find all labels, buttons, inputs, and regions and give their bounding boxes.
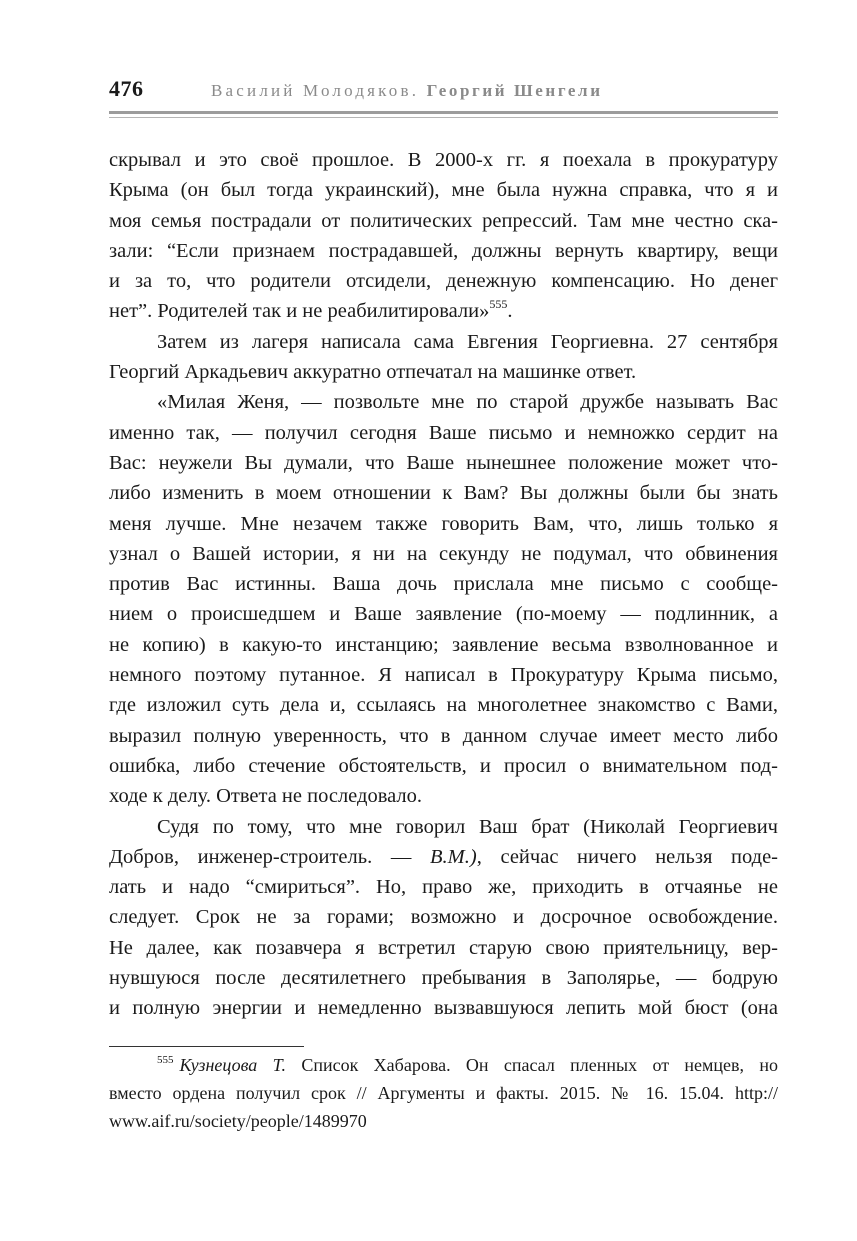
text-line xyxy=(109,842,778,872)
text-segment: Добров, инженер-строитель. — xyxy=(109,845,412,868)
text-line xyxy=(109,296,778,326)
text-line: где изложил суть дела и, ссылаясь на многолетнее знакомство с Вами, xyxy=(109,694,778,717)
text-line: именно так, — получил сегодня Ваше письмо и немножко сердит на xyxy=(109,421,778,444)
footnote-reference: 555 xyxy=(489,297,508,312)
text-line: меня лучше. Мне незачем также говорить Вам, что, лишь только я xyxy=(109,512,778,535)
text-segment: . xyxy=(507,300,513,323)
text-line: Затем из лагеря написала сама Евгения Георгиевна. 27 сентября xyxy=(157,330,778,353)
text-line: зали: “Если признаем пострадавшей, должны вернуть квартиру, вещи xyxy=(109,239,778,262)
text-line: ходе к делу. Ответа не последовало. xyxy=(109,785,422,808)
text-line: и за то, что родители отсидели, денежную компенсацию. Но денег xyxy=(109,270,778,293)
header-rule-thin xyxy=(109,117,778,118)
footnote-line: вместо ордена получил срок // Аргументы и факты. 2015. № 16. 15.04. http:// xyxy=(109,1083,778,1103)
text-line: Судя по тому, что мне говорил Ваш брат (Николай Георгиевич xyxy=(157,815,778,838)
text-line: и полную энергии и немедленно вызвавшуюся лепить мой бюст (она xyxy=(109,997,778,1020)
text-line: немного поэтому путанное. Я написал в Прокуратуру Крыма письмо, xyxy=(109,664,778,687)
text-line: скрывал и это своё прошлое. В 2000-х гг. я поехала в прокуратуру xyxy=(109,149,778,171)
text-line: ошибка, либо стечение обстоятельств, и просил о внимательном под- xyxy=(109,754,778,777)
text-line: Вас: неужели Вы думали, что Ваше нынешнее положение может что- xyxy=(109,451,778,474)
text-line: выразил полную уверенность, что в данном случае имеет место либо xyxy=(109,724,778,747)
text-line: лать и надо “смириться”. Но, право же, приходить в отчаянье не xyxy=(109,876,778,899)
header-rule xyxy=(109,111,778,114)
footnote-line xyxy=(109,1051,778,1079)
text-line: нием о происшедшем и Ваше заявление (по-моему — подлинник, а xyxy=(109,603,778,626)
text-segment: нет”. Родителей так и не реабилитировали» xyxy=(109,300,490,323)
text-line: моя семья пострадали от политических репрессий. Там мне честно ска- xyxy=(109,209,778,232)
footnote-mark: 555 xyxy=(157,1054,174,1066)
text-line: Не далее, как позавчера я встретил старую свою приятельницу, вер- xyxy=(109,936,778,959)
text-line: против Вас истинны. Ваша дочь прислала мне письмо с сообще- xyxy=(109,573,778,596)
text-line: нувшуюся после десятилетнего пребывания в Заполярье, — бодрую xyxy=(109,967,778,990)
text-segment: , сейчас ничего нельзя поде- xyxy=(476,845,779,868)
footnote-line: www.aif.ru/society/people/1489970 xyxy=(109,1111,367,1131)
text-line: узнал о Вашей истории, я ни на секунду не подумал, что обвинения xyxy=(109,542,778,565)
main-text xyxy=(109,145,778,1024)
page-number: 476 xyxy=(109,76,144,101)
running-head-title: Георгий Шенгели xyxy=(426,81,603,100)
text-line: Крыма (он был тогда украинский), мне была нужна справка, что я и xyxy=(109,179,778,202)
page-header xyxy=(109,76,778,106)
text-line: следует. Срок не за горами; возможно и досрочное освобождение. xyxy=(109,906,778,929)
footnote-author: Кузнецова Т. xyxy=(179,1055,286,1075)
footnotes xyxy=(109,1051,778,1135)
footnote-text: Список Хабарова. Он спасал пленных от немцев, но xyxy=(301,1055,778,1075)
running-head xyxy=(211,81,603,101)
footnote-rule xyxy=(109,1046,304,1047)
running-head-author: Василий Молодяков. xyxy=(211,81,420,100)
text-line: «Милая Женя, — позвольте мне по старой дружбе называть Вас xyxy=(157,391,778,414)
text-line: Георгий Аркадьевич аккуратно отпечатал на машинке ответ. xyxy=(109,361,637,384)
editor-initials: В.М.) xyxy=(430,845,477,868)
text-line: не копию) в какую-то инстанцию; заявление весьма взволнованное и xyxy=(109,633,778,656)
text-line: либо изменить в моем отношении к Вам? Вы должны были бы знать xyxy=(109,482,778,505)
